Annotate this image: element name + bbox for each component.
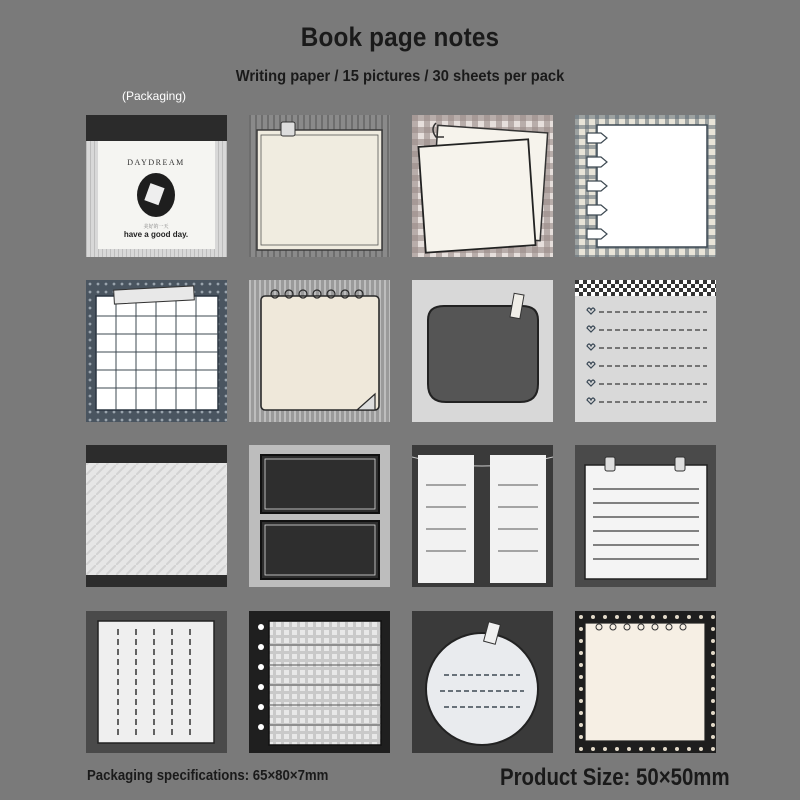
page-subtitle: Writing paper / 15 pictures / 30 sheets per pack	[235, 68, 565, 85]
note-round-badge-lines	[412, 611, 553, 753]
note-spiral-notepad	[249, 280, 390, 422]
note-plaid-lined-binder-sheet	[249, 611, 390, 753]
note-heart-dotted-lines	[575, 280, 716, 422]
note-packaging	[86, 115, 227, 257]
note-clipped-lined-sheet	[575, 445, 716, 587]
packaging-specifications: Packaging specifications: 65×80×7mm	[87, 767, 329, 784]
note-tabbed-sheet-on-plaid	[575, 115, 716, 257]
note-woven-texture-sheet	[86, 445, 227, 587]
note-double-blackboard-frame	[249, 445, 390, 587]
note-hanging-lined-strips	[412, 445, 553, 587]
note-taped-grid-paper	[86, 280, 227, 422]
note-stacked-sheets-on-gingham	[412, 115, 553, 257]
packaging-brand: DAYDREAM	[127, 158, 185, 167]
packaging-chinese-text: 美好的一天	[143, 224, 169, 230]
packaging-label: (Packaging)	[121, 89, 187, 103]
note-clipped-cream-paper	[249, 115, 390, 257]
product-size: Product Size: 50×50mm	[500, 764, 730, 791]
page-title: Book page notes	[300, 22, 500, 52]
note-floral-border-sheet	[575, 611, 716, 753]
packaging-tagline: have a good day.	[123, 230, 189, 239]
notes-grid	[86, 115, 716, 753]
note-blackboard-rounded-note	[412, 280, 553, 422]
note-dashed-column-sheet	[86, 611, 227, 753]
